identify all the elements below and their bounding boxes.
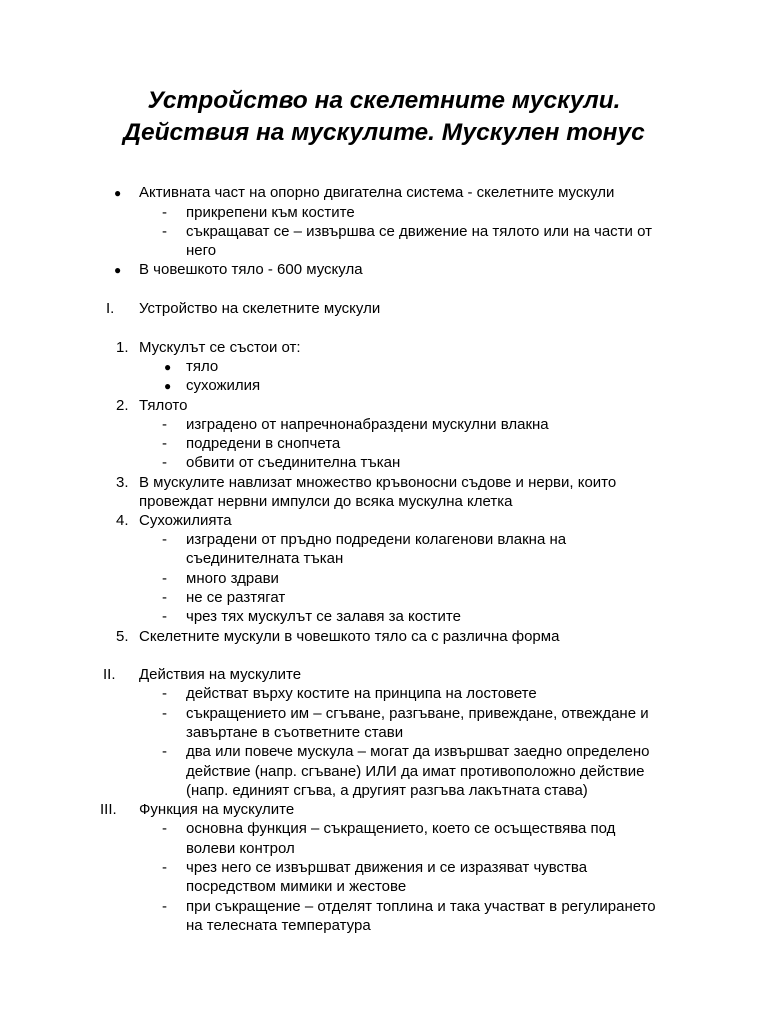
section-3-sub-1-line-1: основна функция – съкращението, което се осъществява под <box>186 820 616 837</box>
title-line-2: Действия на мускулите. Мускулен тонус <box>123 119 645 146</box>
dash-marker: - <box>162 705 167 722</box>
dash-marker: - <box>162 223 167 240</box>
title-line-1: Устройство на скелетните мускули. <box>147 87 621 114</box>
section-2-numeral: II. <box>103 666 116 683</box>
dash-marker: - <box>162 898 167 915</box>
section-2-sub-3-line-1: два или повече мускула – могат да извършват заедно определено <box>186 743 650 760</box>
intro-bullet-1: Активната част на опорно двигателна система - скелетните мускули <box>139 184 615 201</box>
intro-sub-2-line-1: съкращават се – извършва се движение на тялото или на части от <box>186 223 652 240</box>
section-2-heading: Действия на мускулите <box>139 666 302 683</box>
dash-marker: - <box>162 859 167 876</box>
dash-marker: - <box>162 454 167 471</box>
item-4-sub-3: не се разтягат <box>186 589 286 606</box>
dash-marker: - <box>162 435 167 452</box>
bullet-marker: ● <box>164 379 172 393</box>
item-1-number: 1. <box>116 339 129 356</box>
section-2-sub-1: действат върху костите на принципа на лостовете <box>186 685 537 702</box>
item-4-sub-2: много здрави <box>186 570 279 587</box>
section-3-sub-2-line-1: чрез него се извършват движения и се изразяват чувства <box>186 859 588 876</box>
dash-marker: - <box>162 416 167 433</box>
dash-marker: - <box>162 608 167 625</box>
item-4-sub-4: чрез тях мускулът се залавя за костите <box>186 608 461 625</box>
item-3-number: 3. <box>116 474 129 491</box>
section-3-sub-2-line-2: посредством мимики и жестове <box>186 878 407 895</box>
item-4-sub-1-line-1: изградени от пръдно подредени колагенови влакна на <box>186 531 567 548</box>
item-1-sub-1: тяло <box>186 358 219 375</box>
item-2-number: 2. <box>116 397 129 414</box>
intro-bullet-2: В човешкото тяло - 600 мускула <box>139 261 363 278</box>
intro-sub-1: прикрепени към костите <box>186 204 355 221</box>
dash-marker: - <box>162 743 167 760</box>
section-3-heading: Функция на мускулите <box>139 801 295 818</box>
item-3-line-2: провеждат нервни импулси до всяка мускулна клетка <box>139 493 513 510</box>
bullet-marker: ● <box>114 263 122 277</box>
dash-marker: - <box>162 685 167 702</box>
section-2-sub-3-line-3: (напр. единият сгъва, а другият разгъва лакътната става) <box>186 782 588 799</box>
section-3-sub-3-line-2: на телесната температура <box>186 917 371 934</box>
dash-marker: - <box>162 589 167 606</box>
item-2-sub-3: обвити от съединителна тъкан <box>186 454 401 471</box>
dash-marker: - <box>162 531 167 548</box>
item-1-text: Мускулът се състои от: <box>139 339 301 356</box>
item-2-sub-1: изградено от напречнонабраздени мускулни влакна <box>186 416 549 433</box>
item-2-text: Тялото <box>139 397 188 414</box>
section-1-numeral: I. <box>106 300 115 317</box>
bullet-marker: ● <box>114 186 122 200</box>
item-1-sub-2: сухожилия <box>186 377 261 394</box>
section-3-numeral: III. <box>100 801 117 818</box>
section-1-heading: Устройство на скелетните мускули <box>139 300 381 317</box>
item-4-number: 4. <box>116 512 129 529</box>
section-2-sub-2-line-2: завъртане в съответните стави <box>186 724 404 741</box>
item-2-sub-2: подредени в снопчета <box>186 435 341 452</box>
section-3-sub-3-line-1: при съкращение – отделят топлина и така участват в регулирането <box>186 898 656 915</box>
dash-marker: - <box>162 204 167 221</box>
dash-marker: - <box>162 820 167 837</box>
bullet-marker: ● <box>164 360 172 374</box>
item-4-sub-1-line-2: съединителната тъкан <box>186 550 344 567</box>
item-5-text: Скелетните мускули в човешкото тяло са с различна форма <box>139 628 560 645</box>
item-5-number: 5. <box>116 628 129 645</box>
dash-marker: - <box>162 570 167 587</box>
item-3-line-1: В мускулите навлизат множество кръвоносни съдове и нерви, които <box>139 474 617 491</box>
page-title <box>0 85 768 149</box>
section-2-sub-3-line-2: действие (напр. сгъване) ИЛИ да имат противоположно действие <box>186 763 645 780</box>
intro-sub-2-line-2: него <box>186 242 217 259</box>
section-2-sub-2-line-1: съкращението им – сгъване, разгъване, привеждане, отвеждане и <box>186 705 649 722</box>
section-3-sub-1-line-2: волеви контрол <box>186 840 295 857</box>
item-4-text: Сухожилията <box>139 512 232 529</box>
